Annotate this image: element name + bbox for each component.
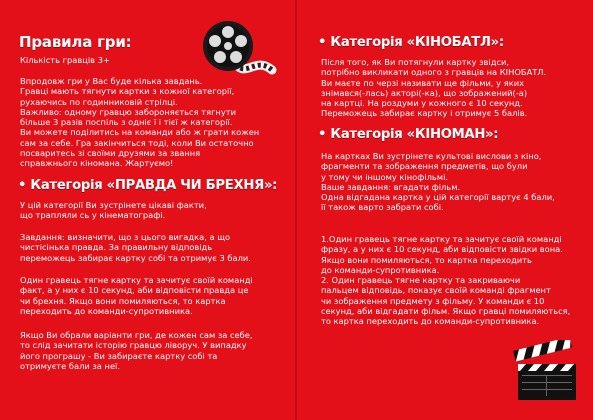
text-line: сам за себе. Гра закінчиться тоді, коли Ви остаточно xyxy=(20,137,254,148)
text-line: Ваше завдання: вгадати фільм. xyxy=(321,181,461,192)
text-line: секунд, аби відгадати фільм. Якщо гравці помиляються, xyxy=(321,306,571,317)
text-line: знімався(-лась) акторі(-ка), що зображений(-а) xyxy=(321,87,528,98)
text-line: то слід зачитати історію гравцю ліворуч. У випадку xyxy=(20,340,247,351)
truth-lie-rules xyxy=(20,275,253,316)
text-line: Впродовж гри у Вас буде кілька завдань. xyxy=(20,76,203,86)
text-line: Одна відгадана картка у цій категорії вартує 4 бали, xyxy=(321,192,555,203)
text-line: 2. Один гравець тягне картку та закриваючи xyxy=(321,275,521,286)
text-line: переходить до команди-супротивника. xyxy=(20,305,193,316)
text-line: Переможець забирає картку і отримує 5 балів. xyxy=(321,108,528,119)
text-line: переможець забирає картку собі та отримує 3 бали. xyxy=(20,252,251,263)
text-line: Один гравець тягне картку та зачитує своїй команді xyxy=(20,275,253,285)
text-line: то картка переходить до команди-супротивника. xyxy=(321,316,540,327)
text-line: факт, а у них є 10 секунд, аби відповісти правда це xyxy=(20,285,249,296)
film-reel-icon xyxy=(198,16,278,88)
text-line: його програшу - Ви забираєте картку собі та xyxy=(20,350,218,361)
text-line: Якщо Ви обрали варіанти гри, де кожен сам за себе, xyxy=(20,330,253,340)
text-line: до команди-супротивника. xyxy=(321,264,440,275)
kinoman-text xyxy=(321,151,555,213)
category-truth-lie-heading: • Категорія «ПРАВДА ЧИ БРЕХНЯ»: xyxy=(18,178,278,193)
text-line: пальцем відповідь, показує своїй команді фрагмент xyxy=(321,285,551,296)
category-kinobatl-heading: • Категорія «КІНОБАТЛ»: xyxy=(318,35,504,50)
text-line: її також варто забрати собі. xyxy=(321,202,444,213)
text-line: чистісінька правда. За правильну відповідь xyxy=(20,242,213,253)
truth-lie-description xyxy=(20,200,207,221)
text-line: На картках Ви зустрінете культові вислови з кіно, xyxy=(321,151,542,161)
solo-mode-rules xyxy=(20,330,253,371)
clapperboard-icon xyxy=(510,340,580,402)
text-line: отримуєте бали за неї. xyxy=(20,360,121,371)
text-line: Ви можете поділитись на команди або ж грати кожен xyxy=(20,127,260,138)
rules-title: Правила гри: xyxy=(19,33,132,51)
text-line: Гравці мають тягнути картки з кожної категорії, xyxy=(20,86,235,97)
text-line: Ви маєте по черзі називати ще фільми, у яких xyxy=(321,77,525,88)
left-page xyxy=(0,0,296,420)
intro-text xyxy=(20,76,259,169)
category-kinoman-heading: • Категорія «КІНОМАН»: xyxy=(318,127,499,142)
text-line: справжнього кіномана. Жартуємо! xyxy=(20,158,174,169)
players-count: Кількість гравців 3+ xyxy=(20,55,110,65)
truth-lie-task xyxy=(20,232,251,263)
text-line: Після того, як Ви потягнули картку звідси, xyxy=(321,57,510,67)
text-line: Завдання: визначити, що з цього вигадка, а що xyxy=(20,232,231,242)
text-line: посваритесь зі своїми друзями за звання xyxy=(20,148,201,159)
kinobatl-text xyxy=(321,57,546,119)
text-line: 1.Один гравець тягне картку та зачитує своїй команді xyxy=(321,234,562,244)
right-page xyxy=(296,0,593,420)
text-line: потрібно викликати одного з гравців на КІНОБАТЛ. xyxy=(321,67,547,78)
kinoman-rules xyxy=(321,234,570,327)
text-line: більше 3 разів поспіль з одніє ї і тієї ж категорії. xyxy=(20,117,233,128)
text-line: фразу, а у них є 10 секунд, аби відповісти звідки вона. xyxy=(321,244,563,255)
text-line: фрагменти та зображення предметів, що були xyxy=(321,161,528,172)
text-line: що трапляли сь у кінематографі. xyxy=(20,210,166,221)
text-line: Важливо: одному гравцю забороняється тягнути xyxy=(20,106,236,117)
text-line: у тому чи іншому кінофільмі. xyxy=(321,171,449,182)
text-line: рухаючись по годинниковій стрілці. xyxy=(20,96,178,107)
text-line: на картці. На роздуми у кожного є 10 секунд. xyxy=(321,98,523,109)
text-line: чи брехня. Якщо вони помиляються, то картка xyxy=(20,295,226,306)
text-line: Якщо вони помиляються, то картка переходить xyxy=(321,254,532,265)
text-line: У цій категорії Ви зустрінете цікаві факти, xyxy=(20,200,207,210)
text-line: чи зображення предмету з фільму. У команди є 10 xyxy=(321,295,545,306)
